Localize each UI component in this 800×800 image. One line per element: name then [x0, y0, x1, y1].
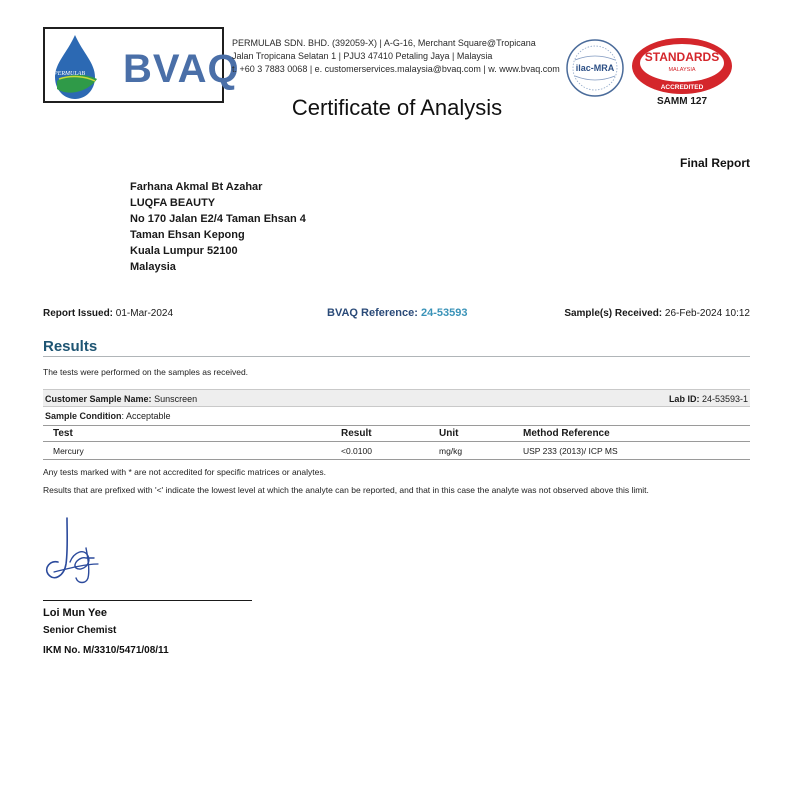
report-issued — [43, 308, 173, 319]
signatory-ikm-number: IKM No. M/3310/5471/08/11 — [43, 645, 169, 656]
column-header-test: Test — [53, 428, 73, 439]
sample-condition-label: Sample Condition — [45, 411, 122, 421]
recipient-address — [130, 179, 306, 275]
company-line: t. +60 3 7883 0068 | e. customerservices.malaysia@bvaq.com | w. www.bvaq.com — [232, 64, 560, 74]
address-line: Kuala Lumpur 52100 — [130, 245, 238, 257]
samples-received-value: 26-Feb-2024 10:12 — [664, 308, 750, 319]
cell-method: USP 233 (2013)/ ICP MS — [523, 446, 618, 456]
results-heading: Results — [43, 338, 98, 355]
report-type: Final Report — [679, 156, 750, 170]
sample-condition — [45, 411, 171, 421]
performed-note: The tests were performed on the samples as received. — [43, 367, 249, 377]
prefix-note: Results that are prefixed with '<' indicate the lowest level at which the analyte can be reported, and that in this case the analyte was not observed above this limit. — [43, 485, 649, 495]
company-line: PERMULAB SDN. BHD. (392059-X) | A-G-16, Merchant Square@Tropicana — [232, 38, 536, 48]
address-line: Taman Ehsan Kepong — [130, 229, 245, 241]
samm-number: SAMM 127 — [656, 96, 707, 107]
cell-result: <0.0100 — [341, 446, 372, 456]
customer-sample-name — [45, 394, 197, 404]
results-table-header — [43, 425, 750, 442]
address-line: Farhana Akmal Bt Azahar — [130, 181, 263, 193]
signatory-name: Loi Mun Yee — [43, 607, 107, 619]
handwritten-signature-icon — [40, 512, 150, 592]
sample-info-bar — [43, 389, 750, 407]
logo-text: BVAQ — [123, 47, 240, 91]
standards-label: STANDARDS — [644, 50, 720, 64]
cell-test: Mercury — [53, 446, 84, 456]
address-line: LUQFA BEAUTY — [130, 197, 216, 209]
column-header-result: Result — [341, 428, 372, 439]
page-title: Certificate of Analysis — [291, 95, 503, 120]
signature-line — [43, 600, 252, 601]
cell-unit: mg/kg — [439, 446, 463, 456]
customer-sample-name-value: Sunscreen — [154, 394, 198, 404]
standards-malaysia-seal-icon — [630, 36, 734, 96]
company-line: Jalan Tropicana Selatan 1 | PJU3 47410 Petaling Jaya | Malaysia — [232, 51, 493, 61]
table-row — [43, 443, 750, 460]
column-header-method: Method Reference — [523, 428, 610, 439]
bvaq-reference-value: 24-53593 — [420, 307, 468, 319]
report-meta — [43, 308, 750, 322]
bvaq-logo — [43, 27, 240, 103]
samples-received — [564, 308, 750, 319]
lab-id-value: 24-53593-1 — [701, 394, 748, 404]
column-header-unit: Unit — [439, 428, 459, 439]
lab-id — [669, 394, 748, 404]
lab-id-label: Lab ID: — [668, 394, 700, 404]
permulab-logo-text: PERMULAB — [54, 71, 85, 77]
standards-bottom-label: ACCREDITED — [660, 84, 704, 91]
ilac-label: ilac-MRA — [575, 63, 615, 73]
bvaq-reference-label: BVAQ Reference: — [327, 307, 418, 319]
signatory-position: Senior Chemist — [43, 625, 117, 636]
report-issued-value: 01-Mar-2024 — [115, 308, 174, 319]
customer-sample-name-label: Customer Sample Name: — [45, 394, 152, 404]
report-issued-label: Report Issued: — [43, 308, 114, 319]
bvaq-reference — [327, 307, 467, 319]
sample-condition-value: : Acceptable — [121, 411, 171, 421]
results-divider — [43, 356, 750, 357]
address-line: Malaysia — [130, 261, 176, 273]
accreditation-note: Any tests marked with * are not accredited for specific matrices or analytes. — [43, 467, 326, 477]
address-line: No 170 Jalan E2/4 Taman Ehsan 4 — [130, 213, 306, 225]
samples-received-label: Sample(s) Received: — [564, 308, 663, 319]
company-info — [232, 37, 562, 76]
ilac-mra-seal-icon — [565, 38, 625, 98]
standards-sub-label: MALAYSIA — [668, 67, 696, 73]
